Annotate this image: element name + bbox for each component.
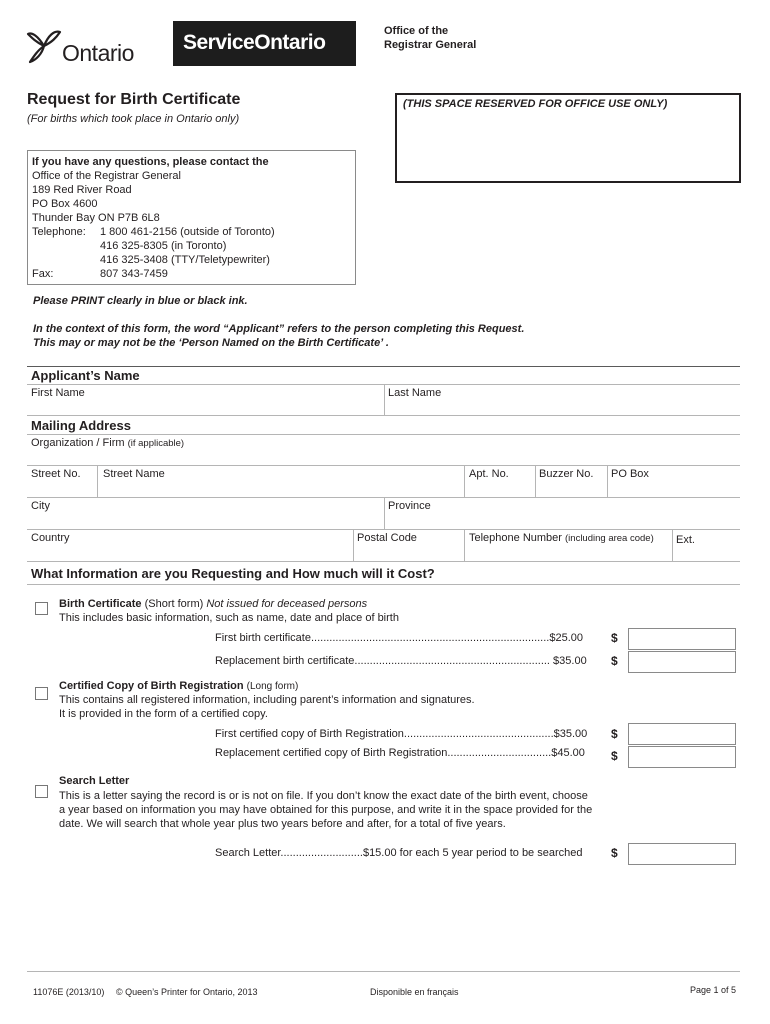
search-letter-description-2: a year based on information you may have obtained for this purpose, and write it in the space provided for the (59, 804, 593, 816)
birth-certificate-title-text: Birth Certificate (59, 598, 142, 610)
organization-label-note: (if applicable) (127, 438, 185, 449)
divider (27, 971, 740, 972)
last-name-label: Last Name (388, 387, 442, 399)
contact-office: Office of the Registrar General (32, 170, 181, 182)
first-name-field[interactable] (31, 400, 381, 414)
applicant-definition-note: This may or may not be the ‘Person Named on the Birth Certificate’ . (33, 337, 389, 349)
search-letter-checkbox[interactable] (35, 785, 48, 798)
office-use-label: (THIS SPACE RESERVED FOR OFFICE USE ONLY) (403, 98, 668, 110)
divider (464, 465, 465, 497)
telephone-number-label-note: (including area code) (565, 533, 654, 544)
divider (464, 529, 465, 561)
ext-field[interactable] (676, 547, 736, 559)
dollar-sign: $ (611, 749, 618, 763)
certified-copy-description-2: It is provided in the form of a certified copy. (59, 708, 268, 720)
search-letter-title: Search Letter (59, 775, 130, 787)
postal-code-field[interactable] (357, 545, 459, 559)
contact-street: 189 Red River Road (32, 184, 132, 196)
replacement-certified-copy-amount[interactable] (628, 746, 736, 768)
divider (27, 415, 740, 416)
divider (27, 584, 740, 585)
dollar-sign: $ (611, 654, 618, 668)
po-box-field[interactable] (611, 481, 736, 495)
phone-toronto: 416 325-8305 (in Toronto) (100, 240, 227, 252)
divider (97, 465, 98, 497)
contact-heading: If you have any questions, please contact the (32, 156, 269, 168)
fax-label: Fax: (32, 268, 54, 280)
country-field[interactable] (31, 545, 349, 559)
trillium-icon (26, 26, 64, 66)
search-letter-description-3: date. We will search that whole year plus two years before and after, for a total of five years. (59, 818, 506, 830)
province-field[interactable] (388, 513, 736, 527)
divider (535, 465, 536, 497)
divider (27, 465, 740, 466)
city-label: City (31, 500, 50, 512)
divider (672, 529, 673, 561)
divider (384, 384, 385, 415)
contact-city: Thunder Bay ON P7B 6L8 (32, 212, 160, 224)
dollar-sign: $ (611, 846, 618, 860)
first-name-label: First Name (31, 387, 85, 399)
birth-certificate-checkbox[interactable] (35, 602, 48, 615)
first-certified-copy-fee: First certified copy of Birth Registration.................................................$35.00 (215, 728, 588, 740)
contact-po-box: PO Box 4600 (32, 198, 98, 210)
divider (27, 434, 740, 435)
birth-certificate-title (59, 597, 367, 611)
page-number: Page 1 of 5 (690, 985, 737, 995)
search-letter-amount[interactable] (628, 843, 736, 865)
applicant-name-heading: Applicant’s Name (31, 368, 140, 383)
page-subtitle: (For births which took place in Ontario only) (27, 113, 240, 125)
telephone-number-label-text: Telephone Number (469, 532, 562, 544)
contact-box (27, 150, 356, 285)
page-title: Request for Birth Certificate (27, 91, 241, 108)
certified-copy-description: This contains all registered information, including parent’s information and signatures. (59, 694, 475, 706)
first-birth-certificate-fee: First birth certificate..............................................................................$25.00 (215, 632, 583, 644)
ontario-logo (26, 26, 146, 70)
divider (27, 561, 740, 562)
search-letter-description-1: This is a letter saying the record is or is not on file. If you don’t know the exact date of the birth event, choose (59, 790, 588, 802)
city-field[interactable] (31, 513, 381, 527)
certified-copy-checkbox[interactable] (35, 687, 48, 700)
apt-no-field[interactable] (469, 481, 531, 495)
french-availability: Disponible en français (370, 987, 459, 997)
street-no-label: Street No. (31, 468, 81, 480)
requesting-heading: What Information are you Requesting and How much will it Cost? (31, 566, 435, 581)
telephone-number-label (469, 531, 654, 546)
street-no-field[interactable] (31, 481, 93, 495)
phone-tty: 416 325-3408 (TTY/Teletypewriter) (100, 254, 270, 266)
divider (384, 497, 385, 529)
birth-certificate-description: This includes basic information, such as name, date and place of birth (59, 612, 399, 624)
first-certified-copy-amount[interactable] (628, 723, 736, 745)
copyright: © Queen’s Printer for Ontario, 2013 (116, 987, 258, 997)
organization-field[interactable] (31, 450, 736, 464)
search-letter-fee: Search Letter...........................$15.00 for each 5 year period to be searched (215, 847, 583, 859)
po-box-label: PO Box (611, 468, 649, 480)
ext-label: Ext. (676, 534, 695, 546)
certified-copy-form: (Long form) (246, 681, 299, 692)
country-label: Country (31, 532, 70, 544)
organization-label (31, 436, 184, 451)
birth-certificate-form: (Short form) (144, 598, 204, 610)
office-use-box (395, 93, 741, 183)
fax-number: 807 343-7459 (100, 268, 168, 280)
form-number: 11076E (2013/10) (33, 987, 105, 997)
first-birth-certificate-amount[interactable] (628, 628, 736, 650)
telephone-number-field[interactable] (469, 545, 669, 559)
applicant-definition: In the context of this form, the word “Applicant” refers to the person completing this Request. (33, 323, 525, 335)
street-name-label: Street Name (103, 468, 165, 480)
divider (353, 529, 354, 561)
replacement-birth-certificate-amount[interactable] (628, 651, 736, 673)
print-instruction: Please PRINT clearly in blue or black ink. (33, 295, 248, 307)
divider (27, 366, 740, 367)
phone-outside-toronto: 1 800 461-2156 (outside of Toronto) (100, 226, 275, 238)
mailing-address-heading: Mailing Address (31, 418, 131, 433)
certified-copy-title (59, 679, 298, 694)
office-registrar-heading: Office of the Registrar General (384, 25, 477, 51)
replacement-certified-copy-fee: Replacement certified copy of Birth Registration..................................$45.00 (215, 747, 585, 759)
certified-copy-title-text: Certified Copy of Birth Registration (59, 680, 244, 692)
street-name-field[interactable] (103, 481, 459, 495)
dollar-sign: $ (611, 727, 618, 741)
ontario-wordmark: Ontario (62, 40, 134, 66)
organization-label-text: Organization / Firm (31, 437, 125, 449)
replacement-birth-certificate-fee: Replacement birth certificate................................................................ $35.00 (215, 655, 587, 667)
apt-no-label: Apt. No. (469, 468, 509, 480)
buzzer-no-field[interactable] (539, 481, 603, 495)
province-label: Province (388, 500, 431, 512)
divider (607, 465, 608, 497)
service-ontario-wordmark: ServiceOntario (183, 31, 326, 54)
buzzer-no-label: Buzzer No. (539, 468, 594, 480)
divider (27, 529, 740, 530)
telephone-label: Telephone: (32, 226, 86, 238)
postal-code-label: Postal Code (357, 532, 417, 544)
last-name-field[interactable] (388, 400, 736, 414)
service-ontario-logo (173, 21, 356, 66)
birth-certificate-note: Not issued for deceased persons (206, 598, 368, 610)
dollar-sign: $ (611, 631, 618, 645)
